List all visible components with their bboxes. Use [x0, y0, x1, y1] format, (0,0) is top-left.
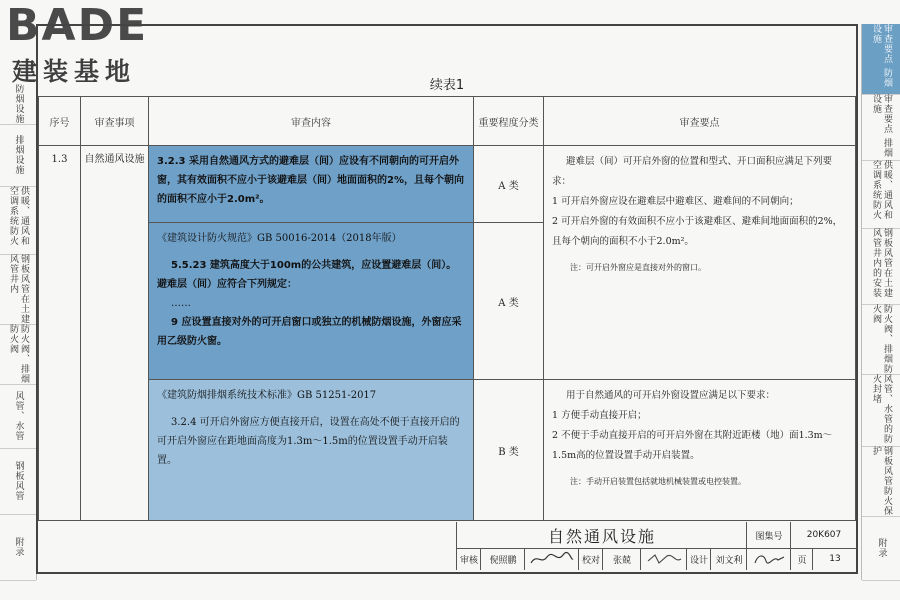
check-signature	[640, 548, 687, 570]
atlas-number: 20K607	[790, 522, 857, 549]
content-2-ref: 《建筑设计防火规范》GB 50016-2014（2018年版）	[157, 233, 402, 244]
table-header-row	[39, 97, 856, 146]
content-block-1	[149, 146, 474, 223]
content-2-ellipsis: ……	[171, 298, 191, 309]
right-tab-5[interactable]: 防火阀、排烟防火阀	[862, 304, 900, 375]
right-tab-2[interactable]: 审查要点 排烟设施	[862, 94, 900, 161]
review-signature	[524, 548, 579, 570]
header-points: 审查要点	[544, 97, 856, 146]
points-1-line: 2 可开启外窗的有效面积不应小于该避难区、避难间地面面积的2%，且每个朝向的面积不小于2.0m²。	[552, 216, 843, 247]
points-2-line: 用于自然通风的可开启外窗设置应满足以下要求：	[566, 390, 776, 401]
review-name: 倪照鹏	[480, 548, 525, 570]
table-row	[39, 146, 856, 223]
points-1-note: 注：可开启外窗应是直接对外的窗口。	[570, 263, 706, 272]
row-item: 自然通风设施	[81, 146, 149, 521]
logo-text-top: BADE	[6, 0, 149, 51]
page-label: 页	[790, 548, 813, 570]
design-signature-mark	[752, 551, 786, 567]
header-level: 重要程度分类	[474, 97, 544, 146]
content-2-text2: 9 应设置直接对外的可开启窗口或独立的机械防烟设施，外窗应采用乙级防火窗。	[157, 317, 462, 347]
content-2-text1: 5.5.23 建筑高度大于100m的公共建筑，应设置避难层（间）。避难层（间）应符合下列规定：	[157, 260, 457, 290]
check-label: 校对	[578, 548, 603, 570]
right-tab-4[interactable]: 钢板风管在土建风管井内的安装	[862, 228, 900, 305]
points-2-note: 注：手动开启装置包括就地机械装置或电控装置。	[570, 477, 746, 486]
drawing-frame	[36, 24, 858, 574]
left-tab-4[interactable]: 钢板风管在土建风管井内	[0, 254, 36, 325]
right-tab-bar	[861, 24, 900, 580]
right-tab-3[interactable]: 供暖、通风和空调系统防火	[862, 160, 900, 229]
left-tab-1[interactable]: 防烟设施	[0, 84, 36, 125]
check-name: 张兢	[602, 548, 641, 570]
atlas-label: 图集号	[746, 522, 791, 549]
review-signature-mark	[529, 551, 575, 567]
content-1-text: 3.2.3 采用自然通风方式的避难层（间）应设有不同朝向的可开启外窗，其有效面积不应小于该避难层（间）地面面积的2%，且每个朝向的面积不应小于2.0m²。	[157, 156, 464, 205]
table-row	[39, 380, 856, 521]
design-name: 刘文利	[710, 548, 747, 570]
points-2-line: 2 不便于手动直接开启的可开启外窗在其附近距楼（地）面1.3m～1.5m高的位置设置手动开启装置。	[552, 430, 833, 461]
header-content: 审查内容	[149, 97, 474, 146]
points-1-line: 避难层（间）可开启外窗的位置和型式、开口面积应满足下列要求：	[552, 156, 833, 187]
title-block	[456, 522, 856, 572]
logo-text-bottom: 建装基地	[12, 57, 137, 86]
row-no: 1.3	[39, 146, 81, 521]
header-no: 序号	[39, 97, 81, 146]
left-tab-2[interactable]: 排烟设施	[0, 124, 36, 187]
left-tab-bar	[0, 24, 37, 580]
check-signature-mark	[645, 551, 683, 567]
level-2: A 类	[474, 223, 544, 380]
design-signature	[746, 548, 791, 570]
points-block-1	[544, 146, 856, 380]
right-tab-8[interactable]: 附录	[862, 516, 900, 581]
right-tab-7[interactable]: 钢板风管防火保护	[862, 446, 900, 517]
left-tab-5[interactable]: 防火阀、排烟防火阀	[0, 324, 36, 385]
right-tab-6[interactable]: 风管、水管的防火封堵	[862, 374, 900, 447]
left-tab-8[interactable]: 附录	[0, 514, 36, 581]
sheet-title: 续表1	[429, 78, 465, 93]
content-block-3	[149, 380, 474, 521]
points-1-line: 1 可开启外窗应设在避难层中避难区、避难间的不同朝向；	[552, 196, 799, 207]
review-label: 审核	[456, 548, 481, 570]
level-3: B 类	[474, 380, 544, 521]
content-3-ref: 《建筑防烟排烟系统技术标准》GB 51251-2017	[157, 390, 377, 401]
header-item: 审查事项	[81, 97, 149, 146]
points-block-2	[544, 380, 856, 521]
right-tab-1[interactable]: 审查要点 防烟设施	[862, 24, 900, 95]
left-tab-7[interactable]: 钢板风管	[0, 448, 36, 515]
left-tab-6[interactable]: 风管、水管	[0, 384, 36, 449]
points-2-line: 1 方便手动直接开启；	[552, 410, 647, 421]
design-label: 设计	[686, 548, 711, 570]
review-table	[38, 96, 856, 521]
content-block-2	[149, 223, 474, 380]
content-3-text: 3.2.4 可开启外窗应方便直接开启，设置在高处不便于直接开启的可开启外窗应在距地面高度为1.3m～1.5m的位置设置手动开启装置。	[157, 417, 460, 466]
left-tab-3[interactable]: 供暖、通风和空调系统防火	[0, 186, 36, 255]
level-1: A 类	[474, 146, 544, 223]
page-number: 13	[812, 548, 857, 570]
drawing-title: 自然通风设施	[456, 522, 747, 549]
